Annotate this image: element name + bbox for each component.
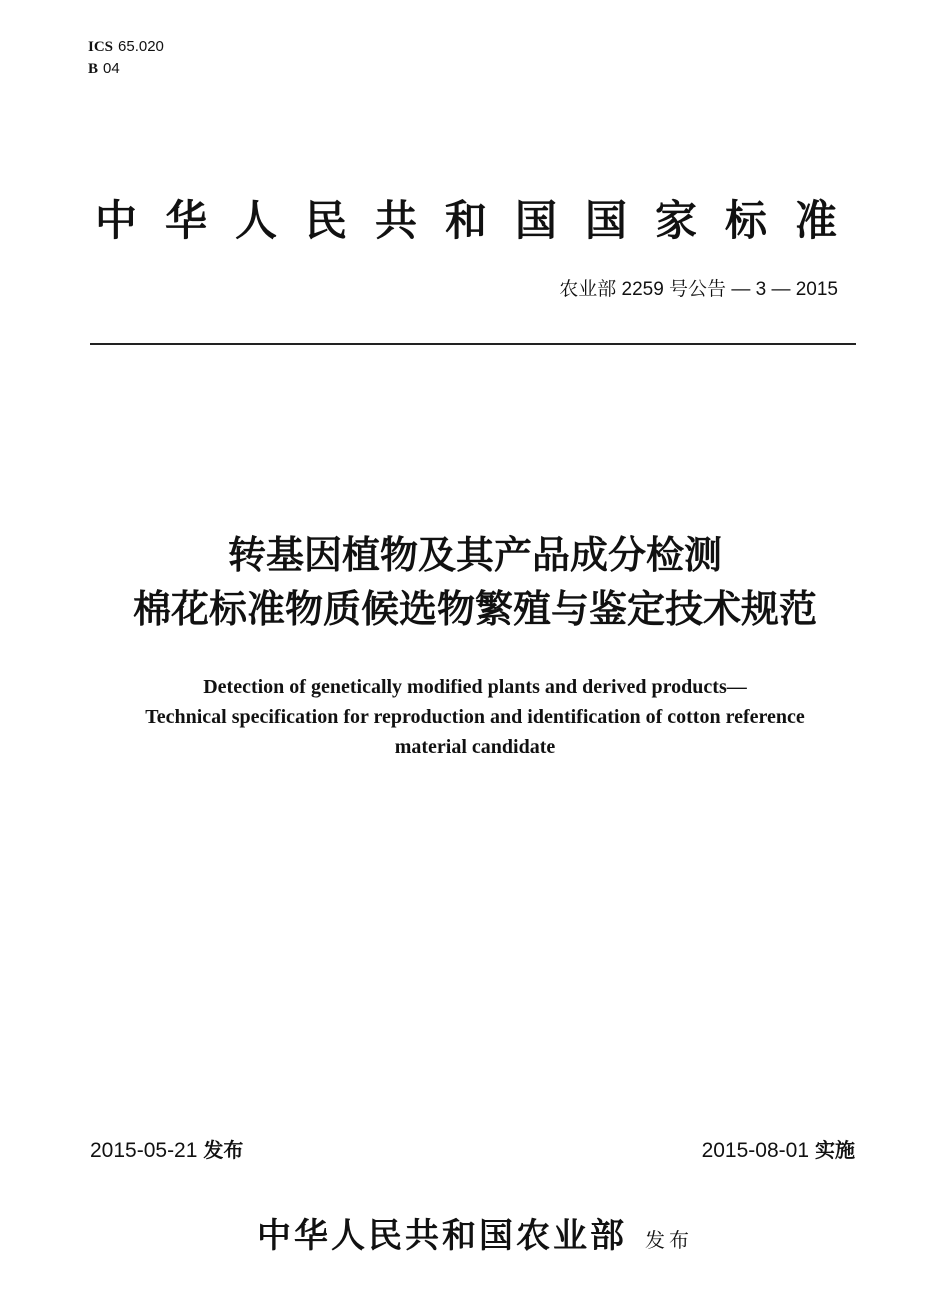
english-title-line-3: material candidate xyxy=(394,736,556,758)
national-standard-heading: 中华人民共和国国家标准 xyxy=(95,196,866,245)
classification-codes xyxy=(88,36,164,80)
publisher-name: 中华人民共和国农业部 xyxy=(257,1216,627,1256)
issue-label: 发布 xyxy=(203,1138,244,1162)
chinese-title xyxy=(0,528,950,636)
standard-number: 农业部 2259 号公告 — 3 — 2015 xyxy=(559,279,838,300)
ics-label: ICS xyxy=(88,39,114,55)
publisher xyxy=(0,1208,950,1257)
ccs-code: 04 xyxy=(103,60,120,77)
header-divider xyxy=(90,343,856,345)
chinese-title-line-1: 转基因植物及其产品成分检测 xyxy=(227,533,722,577)
ics-classification xyxy=(88,36,164,58)
english-title-line-1: Detection of genetically modified plants and derived products— xyxy=(203,676,747,698)
implementation-label: 实施 xyxy=(815,1138,855,1162)
english-title xyxy=(0,672,950,762)
chinese-title-line-2: 棉花标准物质候选物繁殖与鉴定技术规范 xyxy=(132,587,817,631)
publisher-suffix: 发布 xyxy=(645,1228,693,1252)
ccs-label: B xyxy=(88,61,99,77)
implementation-date-value: 2015-08-01 xyxy=(701,1139,809,1162)
issue-date xyxy=(90,1134,243,1163)
ics-code: 65.020 xyxy=(118,38,164,55)
english-title-line-2: Technical specification for reproduction and identification of cotton reference xyxy=(145,706,805,728)
ccs-classification xyxy=(88,58,164,80)
issue-date-value: 2015-05-21 xyxy=(90,1139,198,1162)
implementation-date xyxy=(702,1134,855,1163)
